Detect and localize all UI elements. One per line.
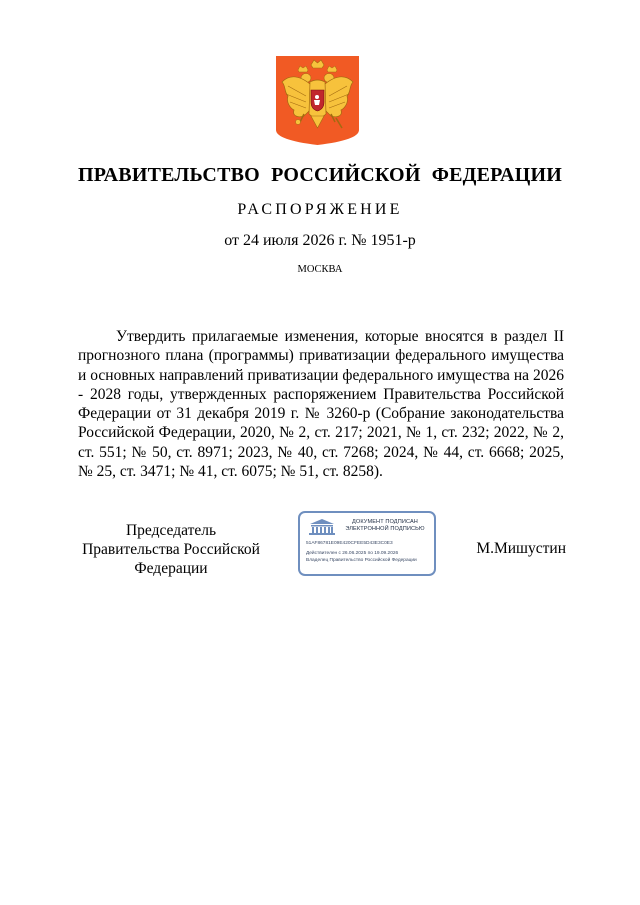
certificate-owner: Владелец Правительство Российской Федерации (306, 558, 417, 563)
document-city: МОСКВА (297, 264, 343, 275)
document-date-number: от 24 июля 2026 г. № 1951-р (224, 232, 416, 249)
stamp-heading: ДОКУМЕНТ ПОДПИСАН ЭЛЕКТРОННОЙ ПОДПИСЬЮ (345, 519, 425, 532)
certificate-validity: Действителен с 26.06.2025 по 19.09.2026 (306, 551, 399, 556)
document-type: РАСПОРЯЖЕНИЕ (237, 201, 403, 218)
government-building-icon (307, 518, 337, 536)
government-title: ПРАВИТЕЛЬСТВО РОССИЙСКОЙ ФЕДЕРАЦИИ (78, 164, 562, 186)
signer-position: Председатель Правительства Российской Федерации (82, 522, 260, 577)
electronic-signature-stamp (298, 511, 436, 576)
order-paragraph: Утвердить прилагаемые изменения, которые вносятся в раздел II прогнозного плана (программы) приватизации федерального имущества и основных направлений приватизации федерального имущества на 2026 - 2028 годы, утвержденных распоряжением Правительства Российской Федерации от 31 декабря 2019 г. № 3260-р (Собрание законодательства Российской Федерации, 2020, № 2, ст. 217; 2021, № 1, ст. 232; 2022, № 2, ст. 551; № 50, ст. 8971; 2023, № 40, ст. 7268; 2024, № 44, ст. 6668; 2025, № 25, ст. 3471; № 41, ст. 6075; № 51, ст. 8258). (78, 328, 564, 481)
signer-name: М.Мишустин (476, 540, 566, 557)
certificate-serial: 51AF86781E09E420CFEE5D43E3C0E3 (306, 541, 393, 546)
coat-of-arms-icon (276, 56, 359, 145)
